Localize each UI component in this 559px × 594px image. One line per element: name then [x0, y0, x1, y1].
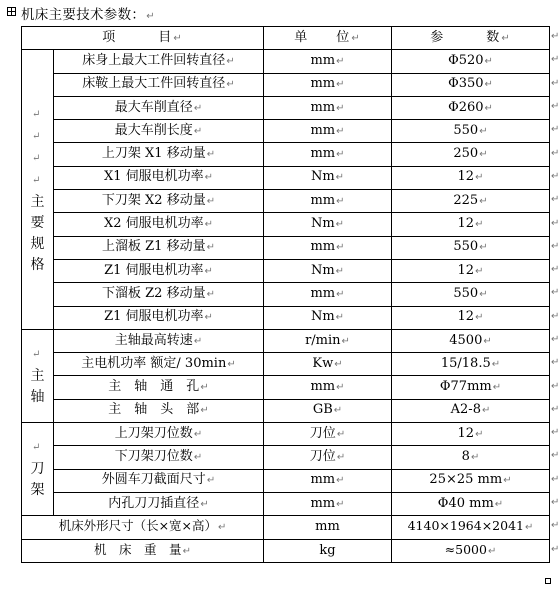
- paragraph-mark-icon: ↵: [146, 11, 155, 22]
- paragraph-mark-icon: ↵: [204, 265, 213, 277]
- table-row: [22, 236, 550, 259]
- item-cell: 机 床 重 量↵: [22, 539, 264, 562]
- group-label-char: 主: [30, 193, 45, 210]
- paragraph-mark-icon: ↵: [336, 79, 345, 91]
- item-cell: 床鞍上最大工件回转直径↵: [54, 73, 264, 96]
- table-row: [22, 353, 550, 376]
- table-row: [22, 213, 550, 236]
- unit-cell: GB↵: [264, 399, 392, 422]
- value-cell: Φ40 mm↵: [392, 492, 550, 515]
- group-label-char: 架: [30, 482, 45, 499]
- paragraph-mark-icon: ↵: [193, 428, 203, 440]
- paragraph-mark-icon: ↵: [335, 172, 345, 184]
- paragraph-mark-icon: ↵: [336, 498, 345, 510]
- paragraph-mark-icon: ↵: [479, 149, 488, 161]
- paragraph-mark-icon: ↵: [475, 219, 484, 231]
- paragraph-mark-icon: ↵: [204, 219, 214, 231]
- group-label-cell: [22, 329, 54, 422]
- header-unit: 单 位↵: [264, 27, 392, 50]
- paragraph-mark-icon: ↵: [200, 382, 209, 394]
- paragraph-mark-icon: ↵: [335, 312, 345, 324]
- paragraph-mark-icon: ↵: [492, 382, 502, 394]
- value-cell: Φ77mm↵: [392, 376, 550, 399]
- unit-cell: mm↵: [264, 283, 392, 306]
- paragraph-mark-icon: ↵: [494, 498, 504, 510]
- value-cell: 550↵: [392, 283, 550, 306]
- group-label-char: 轴: [30, 388, 45, 405]
- table-row: [22, 50, 550, 73]
- value-cell: 12↵: [392, 259, 550, 282]
- row-end-mark-icon: ↵: [551, 194, 559, 206]
- row-end-mark-icon: ↵: [551, 310, 559, 322]
- row-end-mark-icon: ↵: [551, 334, 559, 345]
- value-cell: 15/18.5↵: [392, 353, 550, 376]
- value-cell: 4140×1964×2041↵: [392, 516, 550, 539]
- document-heading: 机床主要技术参数：↵: [21, 7, 155, 23]
- paragraph-mark-icon: ↵: [336, 149, 345, 161]
- unit-cell: mm↵: [264, 190, 392, 213]
- item-cell: 上刀架刀位数↵: [54, 423, 264, 446]
- row-end-mark-icon: ↵: [551, 54, 559, 66]
- unit-cell: mm↵: [264, 120, 392, 143]
- paragraph-mark-icon: ↵: [336, 195, 345, 207]
- row-end-mark-icon: ↵: [551, 357, 559, 369]
- row-end-mark-icon: ↵: [551, 497, 559, 509]
- item-cell: X2 伺服电机功率↵: [54, 213, 264, 236]
- row-end-mark-icon: ↵: [551, 77, 559, 89]
- paragraph-mark-icon: ↵: [32, 152, 41, 164]
- row-end-mark-icon: ↵: [551, 170, 559, 182]
- row-end-mark-icon: ↵: [551, 427, 559, 439]
- group-label-char: 主: [30, 367, 45, 384]
- item-cell: Z1 伺服电机功率↵: [54, 306, 264, 329]
- table-row: [22, 96, 550, 119]
- paragraph-mark-icon: ↵: [32, 130, 41, 142]
- item-cell: 机床外形尺寸（长×宽×高）↵: [22, 516, 264, 539]
- item-cell: 主电机功率 额定/ 30min↵: [54, 353, 264, 376]
- row-end-mark-icon: ↵: [551, 147, 559, 159]
- paragraph-mark-icon: ↵: [475, 428, 484, 440]
- paragraph-mark-icon: ↵: [200, 405, 209, 417]
- row-end-mark-icon: ↵: [551, 520, 559, 532]
- item-cell: 下溜板 Z2 移动量↵: [54, 283, 264, 306]
- paragraph-mark-icon: ↵: [336, 102, 345, 114]
- group-label-cell: [22, 423, 54, 516]
- value-cell: 550↵: [392, 120, 550, 143]
- value-cell: 250↵: [392, 143, 550, 166]
- value-cell: 12↵: [392, 423, 550, 446]
- group-label-char: 要: [30, 214, 45, 231]
- value-cell: 8↵: [392, 446, 550, 469]
- table-row: [22, 469, 550, 492]
- paragraph-mark-icon: ↵: [335, 265, 345, 277]
- item-cell: 最大车削直径↵: [54, 96, 264, 119]
- paragraph-mark-icon: ↵: [334, 358, 343, 370]
- paragraph-mark-icon: ↵: [226, 55, 235, 67]
- item-cell: X1 伺服电机功率↵: [54, 166, 264, 189]
- paragraph-mark-icon: ↵: [484, 55, 493, 67]
- row-end-mark-icon: ↵: [551, 380, 559, 392]
- paragraph-mark-icon: ↵: [336, 382, 345, 394]
- unit-cell: mm↵: [264, 50, 392, 73]
- paragraph-mark-icon: ↵: [336, 451, 346, 463]
- value-cell: 25×25 mm↵: [392, 469, 550, 492]
- paragraph-mark-icon: ↵: [484, 79, 493, 91]
- table-row: [22, 329, 550, 352]
- value-cell: 4500↵: [392, 329, 550, 352]
- unit-cell: Nm↵: [264, 213, 392, 236]
- unit-cell: Nm↵: [264, 306, 392, 329]
- item-cell: 外圆车刀截面尺寸↵: [54, 469, 264, 492]
- row-end-mark-icon: ↵: [551, 450, 559, 462]
- table-row: [22, 73, 550, 96]
- paragraph-mark-icon: ↵: [479, 242, 488, 254]
- table-row: [22, 166, 550, 189]
- item-cell: 主 轴 头 部↵: [54, 399, 264, 422]
- value-cell: Φ260↵: [392, 96, 550, 119]
- table-header-row: [22, 27, 550, 50]
- paragraph-mark-icon: ↵: [200, 498, 209, 510]
- paragraph-mark-icon: ↵: [336, 125, 345, 137]
- paragraph-mark-icon: ↵: [182, 545, 191, 557]
- paragraph-mark-icon: ↵: [333, 405, 343, 417]
- unit-cell: 刀位↵: [264, 423, 392, 446]
- row-end-mark-icon: ↵: [551, 403, 559, 415]
- paragraph-mark-icon: ↵: [475, 265, 484, 277]
- spec-table: [21, 26, 550, 563]
- paragraph-mark-icon: ↵: [336, 55, 345, 67]
- paragraph-mark-icon: ↵: [491, 358, 501, 370]
- item-cell: 下刀架刀位数↵: [54, 446, 264, 469]
- paragraph-mark-icon: ↵: [341, 335, 350, 347]
- unit-cell: mm↵: [264, 469, 392, 492]
- paragraph-mark-icon: ↵: [227, 358, 236, 370]
- paragraph-mark-icon: ↵: [193, 451, 203, 463]
- item-cell: 下刀架 X2 移动量↵: [54, 190, 264, 213]
- value-cell: 12↵: [392, 166, 550, 189]
- group-label-cell: [22, 50, 54, 330]
- item-cell: 上溜板 Z1 移动量↵: [54, 236, 264, 259]
- paragraph-mark-icon: ↵: [193, 335, 203, 347]
- unit-cell: Kw↵: [264, 353, 392, 376]
- paragraph-mark-icon: ↵: [32, 442, 41, 454]
- header-value: 参 数↵: [392, 27, 550, 50]
- item-cell: 最大车削长度↵: [54, 120, 264, 143]
- paragraph-mark-icon: ↵: [484, 102, 493, 114]
- item-cell: 主 轴 通 孔↵: [54, 376, 264, 399]
- table-row: [22, 190, 550, 213]
- unit-cell: 刀位↵: [264, 446, 392, 469]
- value-cell: A2-8↵: [392, 399, 550, 422]
- value-cell: Φ350↵: [392, 73, 550, 96]
- row-end-mark-icon: ↵: [551, 473, 559, 485]
- header-item: 项 目↵: [22, 27, 264, 50]
- item-cell: 上刀架 X1 移动量↵: [54, 143, 264, 166]
- paragraph-mark-icon: ↵: [32, 348, 41, 360]
- table-move-handle-icon[interactable]: [7, 7, 16, 16]
- paragraph-mark-icon: ↵: [32, 108, 41, 120]
- item-cell: 主轴最高转速↵: [54, 329, 264, 352]
- row-end-mark-icon: ↵: [551, 31, 559, 43]
- paragraph-mark-icon: ↵: [336, 475, 345, 487]
- unit-cell: mm: [264, 516, 392, 539]
- table-row: [22, 120, 550, 143]
- value-cell: ≈5000↵: [392, 539, 550, 562]
- paragraph-mark-icon: ↵: [206, 195, 216, 207]
- unit-cell: mm↵: [264, 73, 392, 96]
- paragraph-mark-icon: ↵: [204, 172, 214, 184]
- paragraph-mark-icon: ↵: [503, 475, 512, 487]
- value-cell: 12↵: [392, 306, 550, 329]
- unit-cell: mm↵: [264, 376, 392, 399]
- group-label-char: 格: [30, 256, 45, 273]
- paragraph-mark-icon: ↵: [475, 312, 484, 324]
- table-row: [22, 446, 550, 469]
- paragraph-mark-icon: ↵: [525, 522, 534, 534]
- group-label-char: 规: [30, 235, 45, 252]
- group-label-char: 刀: [30, 461, 45, 478]
- table-row: [22, 516, 550, 539]
- paragraph-mark-icon: ↵: [470, 451, 480, 463]
- paragraph-mark-icon: ↵: [479, 195, 488, 207]
- paragraph-mark-icon: ↵: [218, 522, 227, 534]
- paragraph-mark-icon: ↵: [193, 125, 203, 137]
- paragraph-mark-icon: ↵: [479, 125, 488, 137]
- row-end-mark-icon: ↵: [551, 240, 559, 252]
- paragraph-mark-icon: ↵: [336, 288, 345, 300]
- unit-cell: Nm↵: [264, 166, 392, 189]
- item-cell: 床身上最大工件回转直径↵: [54, 50, 264, 73]
- unit-cell: mm↵: [264, 492, 392, 515]
- paragraph-mark-icon: ↵: [336, 428, 346, 440]
- row-end-mark-icon: ↵: [551, 101, 559, 113]
- paragraph-mark-icon: ↵: [475, 172, 484, 184]
- item-cell: Z1 伺服电机功率↵: [54, 259, 264, 282]
- unit-cell: mm↵: [264, 236, 392, 259]
- paragraph-mark-icon: ↵: [479, 288, 488, 300]
- table-row: [22, 492, 550, 515]
- table-row: [22, 376, 550, 399]
- paragraph-mark-icon: ↵: [335, 219, 345, 231]
- table-row: [22, 306, 550, 329]
- paragraph-mark-icon: ↵: [206, 149, 216, 161]
- row-end-mark-icon: ↵: [551, 217, 559, 229]
- value-cell: Φ520↵: [392, 50, 550, 73]
- paragraph-mark-icon: ↵: [204, 312, 213, 324]
- row-end-mark-icon: ↵: [551, 264, 559, 276]
- paragraph-mark-icon: ↵: [226, 79, 235, 91]
- unit-cell: kg: [264, 539, 392, 562]
- unit-cell: mm↵: [264, 143, 392, 166]
- table-row: [22, 143, 550, 166]
- table-row: [22, 399, 550, 422]
- paragraph-mark-icon: ↵: [481, 405, 491, 417]
- paragraph-mark-icon: ↵: [193, 102, 203, 114]
- table-row: [22, 283, 550, 306]
- item-cell: 内孔刀刀插直径↵: [54, 492, 264, 515]
- paragraph-mark-icon: ↵: [32, 174, 41, 186]
- row-end-mark-icon: ↵: [551, 287, 559, 299]
- value-cell: 12↵: [392, 213, 550, 236]
- paragraph-mark-icon: ↵: [206, 288, 215, 300]
- table-row: [22, 423, 550, 446]
- unit-cell: r/min↵: [264, 329, 392, 352]
- end-of-table-marker: [545, 578, 551, 584]
- row-end-mark-icon: ↵: [551, 124, 559, 136]
- unit-cell: Nm↵: [264, 259, 392, 282]
- paragraph-mark-icon: ↵: [336, 242, 345, 254]
- unit-cell: mm↵: [264, 96, 392, 119]
- paragraph-mark-icon: ↵: [487, 545, 497, 557]
- value-cell: 550↵: [392, 236, 550, 259]
- paragraph-mark-icon: ↵: [206, 475, 216, 487]
- paragraph-mark-icon: ↵: [483, 335, 492, 347]
- row-end-mark-icon: ↵: [551, 543, 559, 555]
- value-cell: 225↵: [392, 190, 550, 213]
- table-row: [22, 539, 550, 562]
- paragraph-mark-icon: ↵: [206, 242, 215, 254]
- table-row: [22, 259, 550, 282]
